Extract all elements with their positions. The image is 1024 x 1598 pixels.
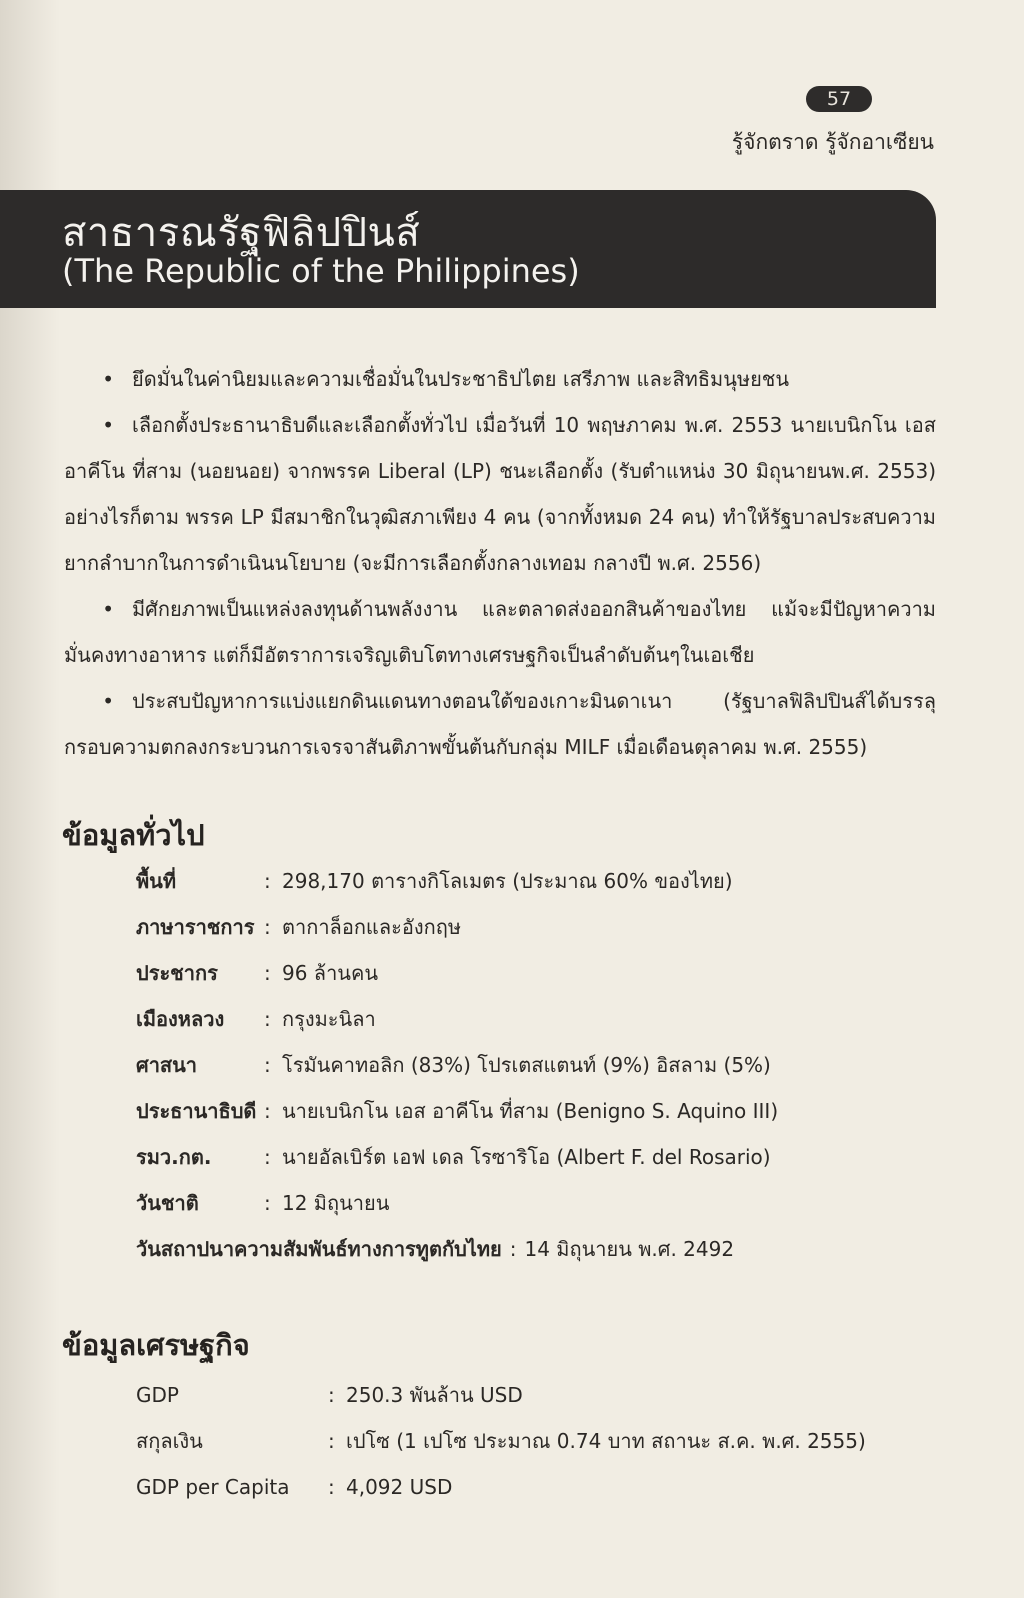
info-value: 96 ล้านคน [282, 961, 379, 985]
general-info-table [136, 858, 778, 1272]
running-head: รู้จักตราด รู้จักอาเซียน [731, 130, 934, 154]
info-separator: : [264, 961, 271, 985]
info-separator: : [264, 1191, 271, 1215]
bullet-text: เลือกตั้งประธานาธิบดีและเลือกตั้งทั่วไป เมื่อวันที่ 10 พฤษภาคม พ.ศ. 2553 นายเบนิกโน เอส อาคีโน ที่สาม (นอยนอย) จากพรรค Liberal (LP) ชนะเลือกตั้ง (รับตำแหน่ง 30 มิถุนายนพ.ศ. 2553) อย่างไรก็ตาม พรรค LP มีสมาชิกในวุฒิสภาเพียง 4 คน (จากทั้งหมด 24 คน) ทำให้รัฐบาลประสบความยากลำบากในการดำเนินนโยบาย (จะมีการเลือกตั้งกลางเทอม กลางปี พ.ศ. 2556) [64, 413, 936, 575]
info-separator: : [264, 1145, 271, 1169]
info-value: นายอัลเบิร์ต เอฟ เดล โรซาริโอ (Albert F. del Rosario) [282, 1145, 771, 1169]
info-label: วันชาติ [136, 1191, 199, 1215]
info-label: ภาษาราชการ [136, 915, 255, 939]
title-thai: สาธารณรัฐฟิลิปปินส์ [62, 210, 421, 256]
info-row-language [136, 904, 778, 950]
economic-info-table [136, 1372, 866, 1510]
bullet-list [64, 356, 936, 770]
bullet-paragraph [64, 678, 936, 770]
econ-label: GDP per Capita [136, 1475, 290, 1499]
info-separator: : [264, 915, 271, 939]
info-separator: : [264, 1099, 271, 1123]
info-separator: : [264, 1007, 271, 1031]
info-value: นายเบนิกโน เอส อาคีโน ที่สาม (Benigno S. Aquino III) [282, 1099, 779, 1123]
info-label: ประธานาธิบดี [136, 1099, 257, 1123]
bullet-paragraph [64, 402, 936, 586]
title-banner [0, 190, 936, 308]
info-row-diplomatic-relations [136, 1226, 778, 1272]
economic-info-heading: ข้อมูลเศรษฐกิจ [62, 1328, 250, 1362]
info-separator: : [264, 1053, 271, 1077]
econ-value: 250.3 พันล้าน USD [346, 1383, 523, 1407]
bullet-mark: • [102, 597, 114, 621]
info-row-national-day [136, 1180, 778, 1226]
info-label: วันสถาปนาความสัมพันธ์ทางการทูตกับไทย [136, 1237, 502, 1261]
info-value: กรุงมะนิลา [282, 1007, 376, 1031]
info-value: โรมันคาทอลิก (83%) โปรเตสแตนท์ (9%) อิสลาม (5%) [282, 1053, 771, 1077]
bullet-text: ประสบปัญหาการแบ่งแยกดินแดนทางตอนใต้ของเกาะมินดาเนา (รัฐบาลฟิลิปปินส์ได้บรรลุกรอบความตกลงกระบวนการเจรจาสันติภาพขั้นต้นกับกลุ่ม MILF เมื่อเดือนตุลาคม พ.ศ. 2555) [64, 689, 936, 759]
info-row-foreign-minister [136, 1134, 778, 1180]
info-label: เมืองหลวง [136, 1007, 225, 1031]
info-label: ประชากร [136, 961, 218, 985]
info-value: 298,170 ตารางกิโลเมตร (ประมาณ 60% ของไทย) [282, 869, 733, 893]
econ-row-gdp [136, 1372, 866, 1418]
bullet-paragraph [64, 586, 936, 678]
info-value: 14 มิถุนายน พ.ศ. 2492 [524, 1237, 735, 1261]
info-label: ศาสนา [136, 1053, 198, 1077]
info-value: 12 มิถุนายน [282, 1191, 390, 1215]
econ-label: GDP [136, 1383, 179, 1407]
title-english: (The Republic of the Philippines) [62, 252, 580, 290]
info-row-president [136, 1088, 778, 1134]
info-label: รมว.กต. [136, 1145, 212, 1169]
info-separator: : [509, 1237, 517, 1261]
info-row-population [136, 950, 778, 996]
info-value: ตากาล็อกและอังกฤษ [282, 915, 462, 939]
econ-separator: : [328, 1475, 335, 1499]
bullet-text: ยึดมั่นในค่านิยมและความเชื่อมั่นในประชาธิปไตย เสรีภาพ และสิทธิมนุษยชน [132, 367, 790, 391]
bullet-text: มีศักยภาพเป็นแหล่งลงทุนด้านพลังงาน และตลาดส่งออกสินค้าของไทย แม้จะมีปัญหาความมั่นคงทางอาหาร แต่ก็มีอัตราการเจริญเติบโตทางเศรษฐกิจเป็นลำดับต้นๆในเอเชีย [64, 597, 936, 667]
bullet-mark: • [102, 413, 114, 437]
info-row-area [136, 858, 778, 904]
econ-value: 4,092 USD [346, 1475, 453, 1499]
econ-row-currency [136, 1418, 866, 1464]
econ-separator: : [328, 1383, 335, 1407]
info-row-religion [136, 1042, 778, 1088]
general-info-heading: ข้อมูลทั่วไป [62, 818, 205, 852]
bullet-mark: • [102, 367, 114, 391]
bullet-mark: • [102, 689, 114, 713]
econ-label: สกุลเงิน [136, 1429, 203, 1453]
page-number: 57 [806, 86, 872, 112]
econ-separator: : [328, 1429, 335, 1453]
econ-row-gdp-per-capita [136, 1464, 866, 1510]
info-row-capital [136, 996, 778, 1042]
econ-value: เปโซ (1 เปโซ ประมาณ 0.74 บาท สถานะ ส.ค. พ.ศ. 2555) [346, 1429, 866, 1453]
info-separator: : [264, 869, 271, 893]
bullet-paragraph [64, 356, 936, 402]
info-label: พื้นที่ [136, 869, 177, 893]
